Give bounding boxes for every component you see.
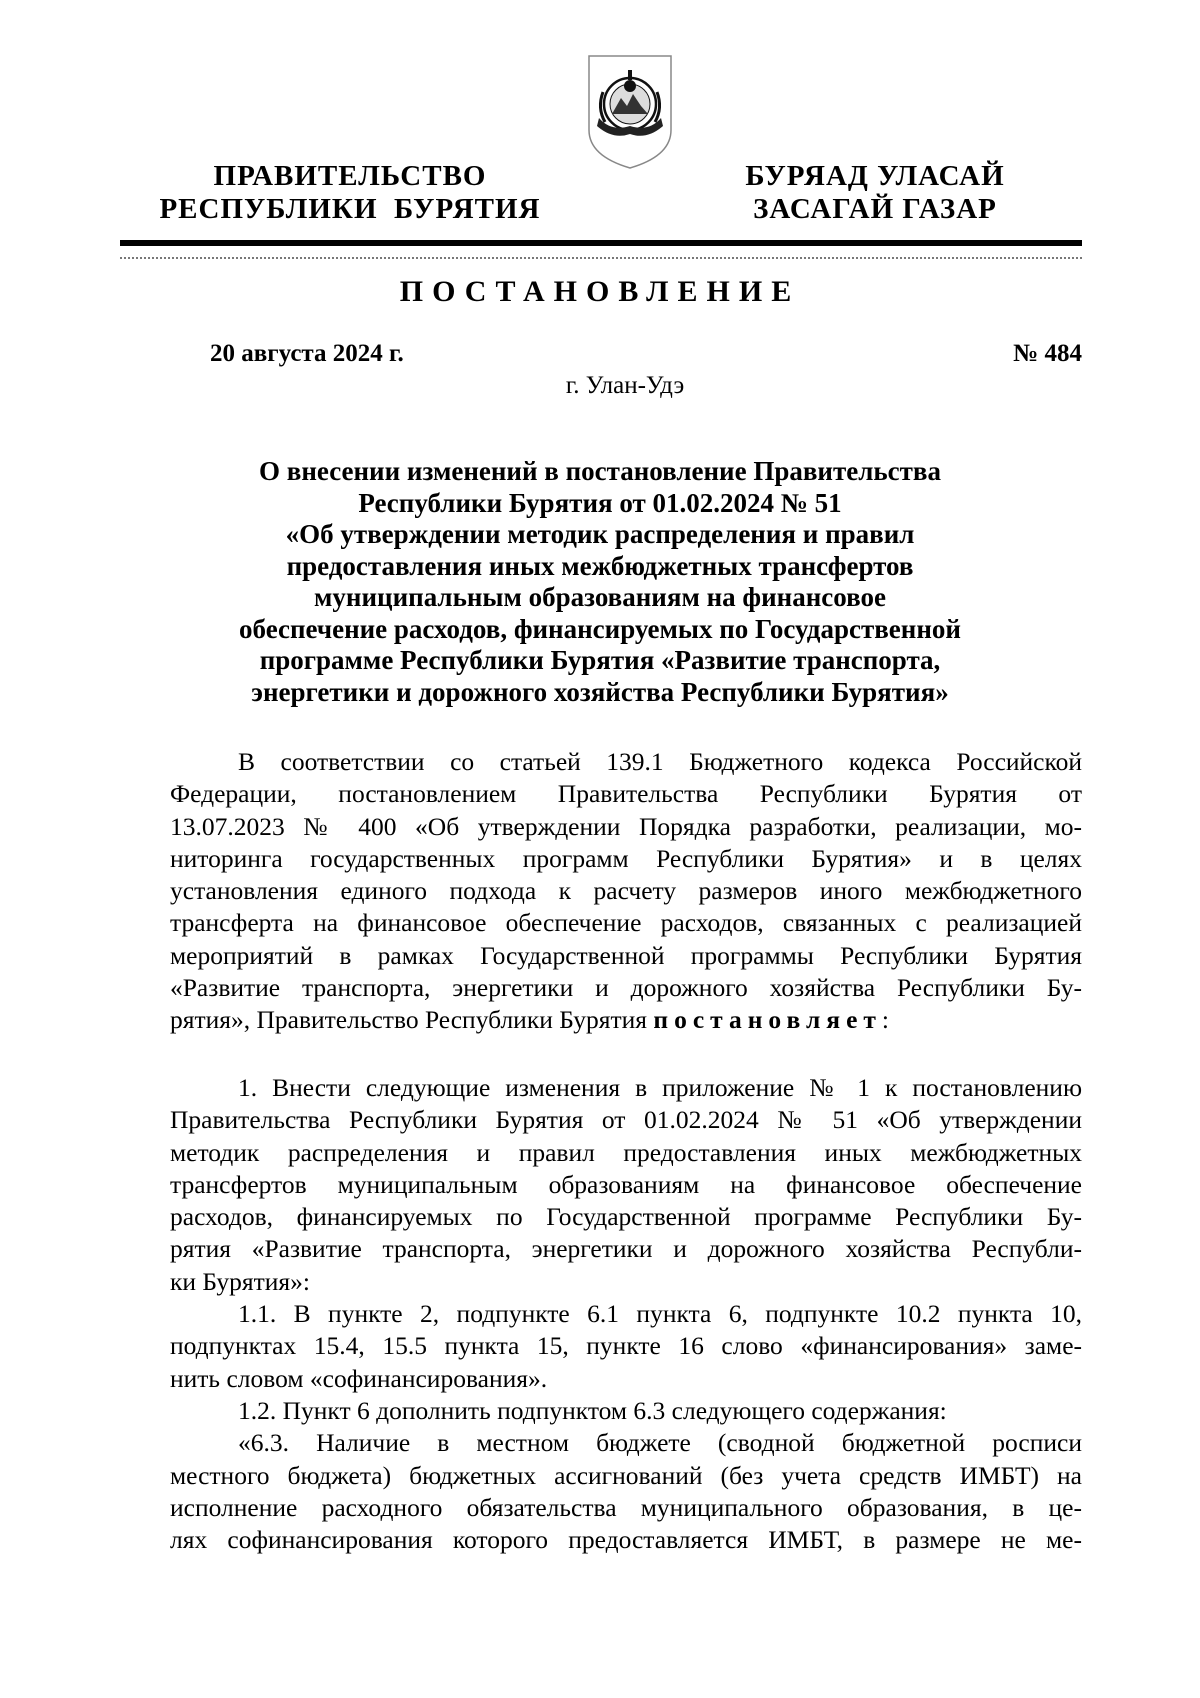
title-line: обеспечение расходов, финансируемых по Государственной: [239, 613, 961, 644]
body-line: трансфертов муниципальным образованиям на финансовое обеспечение: [170, 1169, 1082, 1199]
document-type: ПОСТАНОВЛЕНИЕ: [399, 275, 801, 308]
org-name-buryat-line1: БУРЯАД УЛАСАЙ: [745, 160, 1005, 192]
body-line: местного бюджета) бюджетных ассигнований (без учета средств ИМБТ) на: [170, 1460, 1082, 1490]
preamble-line: ниторинга государственных программ Республики Бурятия» и в целях: [170, 843, 1082, 873]
body-line: 1.2. Пункт 6 дополнить подпунктом 6.3 следующего содержания:: [238, 1395, 947, 1425]
document-number: № 484: [1013, 340, 1082, 367]
preamble-line: Федерации, постановлением Правительства Республики Бурятия от: [170, 779, 1082, 809]
preamble-paragraph: [170, 746, 1082, 1037]
preamble-last-tail: :: [881, 1005, 890, 1035]
title-line: программе Республики Бурятия «Развитие транспорта,: [259, 645, 941, 675]
body-line: лях софинансирования которого предоставляется ИМБТ, в размере не ме-: [170, 1525, 1082, 1555]
preamble-last-text: рятия», Правительство Республики Бурятия: [170, 1005, 654, 1035]
org-name-russian-line1: ПРАВИТЕЛЬСТВО: [213, 160, 487, 192]
document-date: 20 августа 2024 г.: [210, 340, 404, 367]
body-line: подпунктах 15.4, 15.5 пункта 15, пункте 16 слово «финансирования» заме-: [170, 1331, 1082, 1361]
org-name-buryat: [700, 160, 1050, 226]
resolution-keyword: постановляет: [653, 1005, 882, 1035]
preamble-line: 13.07.2023 № 400 «Об утверждении Порядка разработки, реализации, мо-: [170, 811, 1082, 841]
preamble-line: мероприятий в рамках Государственной программы Республики Бурятия: [170, 940, 1082, 970]
body-line: рятия «Развитие транспорта, энергетики и дорожного хозяйства Республи-: [170, 1234, 1082, 1264]
body-line: нить словом «софинансирования».: [170, 1363, 548, 1393]
body-line: «6.3. Наличие в местном бюджете (сводной бюджетной росписи: [238, 1428, 1082, 1458]
body-line: ки Бурятия»:: [170, 1266, 311, 1296]
title-line: энергетики и дорожного хозяйства Республики Бурятия»: [251, 676, 949, 707]
resolution-body: [170, 1072, 1082, 1556]
org-name-russian: [150, 160, 550, 226]
org-name-buryat-line2: ЗАСАГАЙ ГАЗАР: [753, 193, 997, 225]
header-divider-thin: [120, 257, 1082, 259]
title-line: О внесении изменений в постановление Правительства: [259, 456, 941, 486]
title-line: предоставления иных межбюджетных трансфертов: [286, 550, 914, 581]
body-line: расходов, финансируемых по Государственной программе Республики Бу-: [170, 1202, 1082, 1232]
coat-of-arms-icon: [585, 52, 675, 170]
document-city: г. Улан-Удэ: [565, 372, 685, 399]
title-line: «Об утверждении методик распределения и правил: [285, 519, 915, 549]
body-line: Правительства Республики Бурятия от 01.02.2024 № 51 «Об утверждении: [170, 1105, 1082, 1135]
preamble-line: установления единого подхода к расчету размеров иного межбюджетного: [170, 876, 1082, 906]
body-line: исполнение расходного обязательства муниципального образования, в це-: [170, 1492, 1082, 1522]
preamble-line: В соответствии со статьей 139.1 Бюджетного кодекса Российской: [238, 747, 1082, 776]
title-line: муниципальным образованиям на финансовое: [314, 582, 886, 612]
preamble-line-last: [170, 1004, 1082, 1036]
body-line: методик распределения и правил предоставления иных межбюджетных: [170, 1137, 1082, 1167]
body-line: 1. Внести следующие изменения в приложение № 1 к постановлению: [238, 1073, 1082, 1102]
title-line: Республики Бурятия от 01.02.2024 № 51: [358, 487, 842, 518]
org-name-russian-line2: РЕСПУБЛИКИ БУРЯТИЯ: [159, 193, 541, 225]
preamble-line: «Развитие транспорта, энергетики и дорожного хозяйства Республики Бу-: [170, 973, 1082, 1003]
preamble-line: трансферта на финансовое обеспечение расходов, связанных с реализацией: [170, 908, 1082, 938]
body-line: 1.1. В пункте 2, подпункте 6.1 пункта 6, подпункте 10.2 пункта 10,: [238, 1299, 1082, 1329]
header-divider-thick: [120, 240, 1082, 246]
document-title: [150, 456, 1050, 708]
